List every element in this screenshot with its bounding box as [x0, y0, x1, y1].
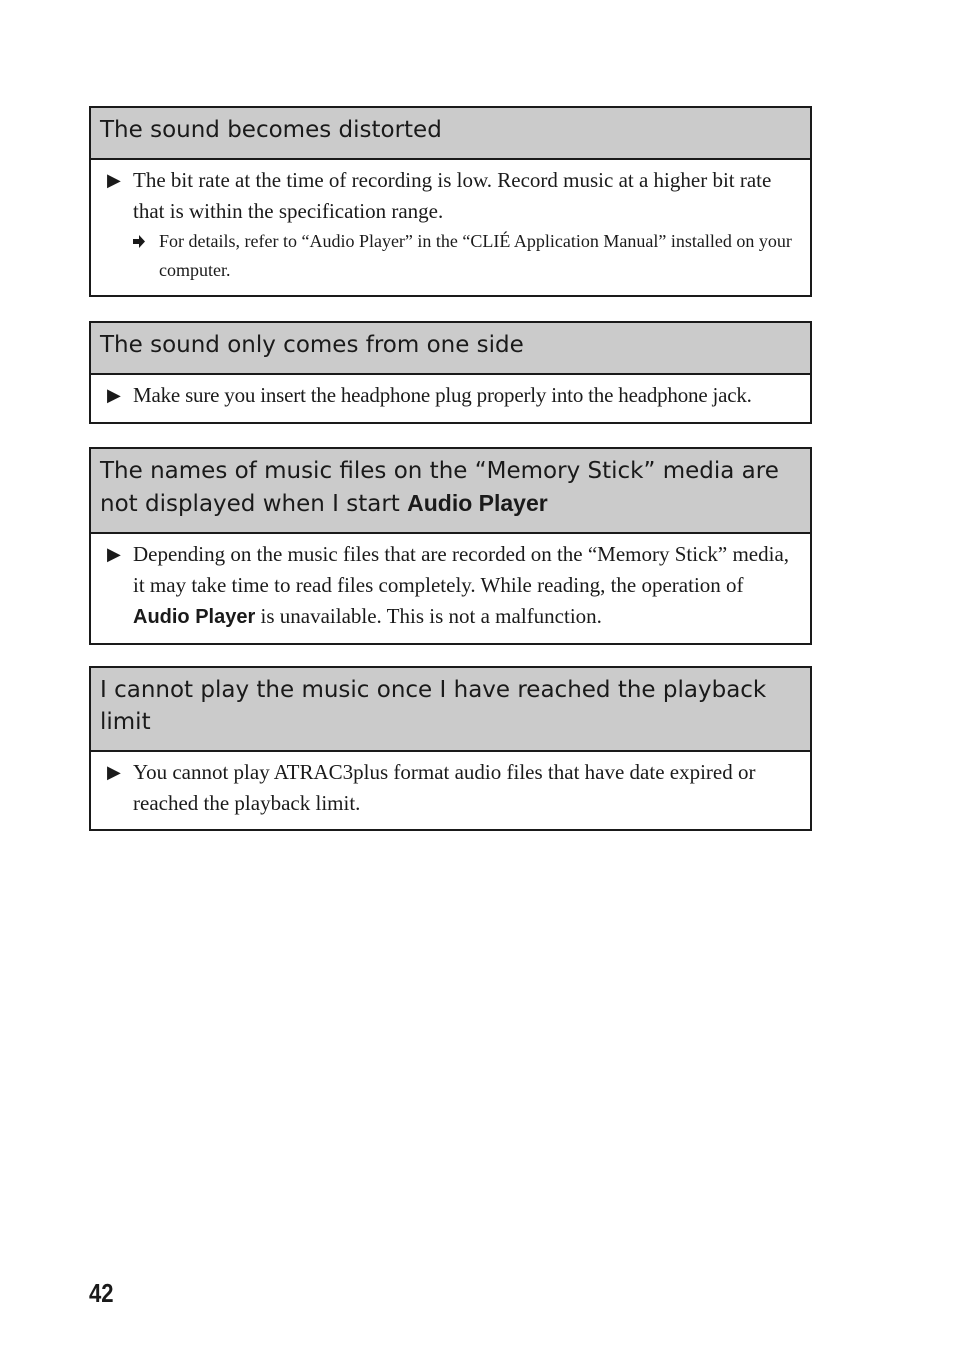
triangle-bullet-icon — [107, 757, 121, 788]
bullet-text: Make sure you insert the headphone plug properly into the headphone jack. — [133, 383, 752, 407]
heading-app-name: Audio Player — [407, 490, 548, 516]
section-heading: The sound becomes distorted — [91, 108, 810, 160]
bullet-text: The bit rate at the time of recording is low. Record music at a higher bit rate that is within the specification range. — [133, 168, 772, 223]
bullet-text: Depending on the music files that are recorded on the “Memory Stick” media, it may take time to read files completely. While reading, the operation of — [133, 542, 790, 597]
section-sound-distorted — [89, 106, 812, 297]
section-heading: I cannot play the music once I have reached the playback limit — [91, 668, 810, 752]
triangle-bullet-icon — [107, 380, 121, 411]
section-body — [91, 752, 810, 829]
bullet-text: You cannot play ATRAC3plus format audio files that have date expired or reached the playback limit. — [133, 760, 756, 815]
section-body — [91, 375, 810, 422]
section-files-not-displayed — [89, 447, 812, 645]
section-body — [91, 160, 810, 295]
note-item — [107, 227, 802, 285]
triangle-bullet-icon — [107, 539, 121, 570]
section-body — [91, 534, 810, 643]
bullet-text-end: is unavailable. This is not a malfunction. — [255, 604, 602, 628]
page-number: 42 — [89, 1278, 114, 1308]
section-heading: The sound only comes from one side — [91, 323, 810, 375]
arrow-right-icon — [132, 227, 146, 256]
section-sound-one-side — [89, 321, 812, 424]
section-playback-limit — [89, 666, 812, 831]
list-item — [107, 380, 802, 411]
triangle-bullet-icon — [107, 165, 121, 196]
note-text: For details, refer to “Audio Player” in the “CLIÉ Application Manual” installed on your computer. — [159, 231, 792, 280]
list-item — [107, 539, 802, 633]
list-item — [107, 757, 802, 819]
list-item — [107, 165, 802, 227]
section-heading — [91, 449, 810, 534]
bullet-app-name: Audio Player — [133, 606, 256, 628]
heading-text: The names of music files on the “Memory Stick” media are not displayed when I start — [100, 458, 779, 517]
